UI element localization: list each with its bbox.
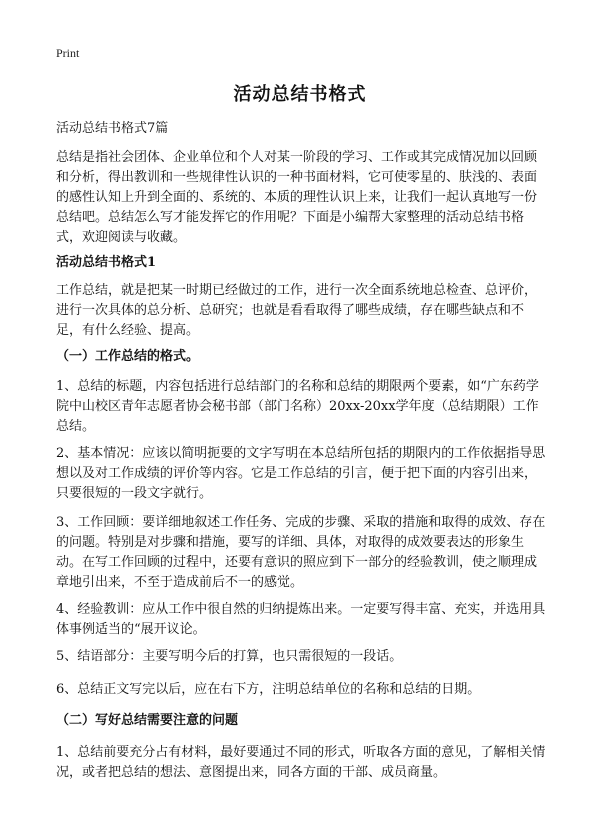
list-item-5: 5、结语部分：主要写明今后的打算，也只需很短的一段话。 [56, 649, 403, 664]
print-label[interactable]: Print [56, 46, 80, 60]
list-item-2: 2、基本情况：应该以简明扼要的文字写明在本总结所包括的期限内的工作依据指导思想以及对工作成绩的评价等内容。它是工作总结的引言，便于把下面的内容引出来，只要很短的一段文字就行。 [56, 446, 546, 501]
heading-notes: （二）写好总结需要注意的问题 [56, 713, 239, 728]
section1-title: 活动总结书格式1 [56, 255, 157, 270]
document-subtitle: 活动总结书格式7篇 [56, 121, 169, 136]
heading-format: （一）工作总结的格式。 [56, 349, 200, 364]
page-title: 活动总结书格式 [233, 84, 367, 105]
list-item-6: 6、总结正文写完以后，应在右下方，注明总结单位的名称和总结的日期。 [56, 682, 481, 697]
intro-paragraph: 总结是指社会团体、企业单位和个人对某一阶段的学习、工作或其完成情况加以回顾和分析，得出教训和一些规律性认识的一种书面材料，它可使零星的、肤浅的、表面的感性认知上升到全面的、系统的、本质的理性认识上来，让我们一起认真地写一份总结吧。总结怎么写才能发挥它的作用呢？下面是小编帮大家整理的活动总结书格式，欢迎阅读与收藏。 [56, 150, 538, 245]
section1-paragraph: 工作总结，就是把某一时期已经做过的工作，进行一次全面系统地总检查、总评价，进行一次具体的总分析、总研究；也就是看看取得了哪些成绩，存在哪些缺点和不足，有什么经验、提高。 [56, 283, 538, 338]
notes-item-1: 1、总结前要充分占有材料，最好要通过不同的形式，听取各方面的意见，了解相关情况，或者把总结的想法、意图提出来，同各方面的干部、成员商量。 [56, 745, 546, 780]
list-item-1: 1、总结的标题，内容包括进行总结部门的名称和总结的期限两个要素，如“广东药学院中山校区青年志愿者协会秘书部（部门名称）20xx-20xx学年度（总结期限）工作总结。 [56, 379, 539, 434]
list-item-3: 3、工作回顾：要详细地叙述工作任务、完成的步骤、采取的措施和取得的成效、存在的问题。特别是对步骤和措施，要写的详细、具体，对取得的成效要表达的形象生动。在写工作回顾的过程中，还要有意识的照应到下一部分的经验教训，使之顺理成章地引出来，不至于造成前后不一的感觉。 [56, 515, 546, 590]
list-item-4: 4、经验教训：应从工作中很自然的归纳提炼出来。一定要写得丰富、充实，并选用具体事例适当的“展开议论。 [56, 602, 546, 637]
